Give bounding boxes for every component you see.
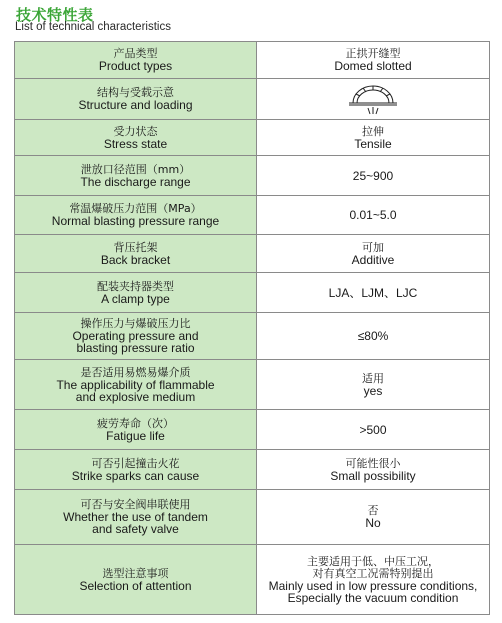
label-en: Strike sparks can cause bbox=[71, 468, 200, 483]
value-en: ≤80% bbox=[357, 329, 389, 343]
table-row bbox=[15, 545, 490, 615]
table-title-chinese: 技术特性表 bbox=[16, 6, 94, 24]
value-zh: 正拱开缝型 bbox=[345, 47, 401, 60]
label-cell bbox=[15, 79, 257, 120]
label-cell bbox=[15, 156, 257, 196]
value-cell bbox=[257, 410, 490, 450]
value-en: No bbox=[365, 516, 381, 530]
label-cell bbox=[15, 410, 257, 450]
value-en: Tensile bbox=[354, 136, 392, 151]
label-cell bbox=[15, 490, 257, 545]
label-en: The discharge range bbox=[80, 174, 191, 189]
label-zh: 疲劳寿命（次） bbox=[97, 416, 174, 430]
label-zh: 配装夹持器类型 bbox=[97, 279, 174, 293]
value-en: yes bbox=[363, 383, 383, 398]
value-en: 0.01~5.0 bbox=[349, 208, 397, 222]
value-cell bbox=[257, 545, 490, 615]
value-cell bbox=[257, 79, 490, 120]
value-cell bbox=[257, 235, 490, 273]
table-row bbox=[15, 450, 490, 490]
label-en: Structure and loading bbox=[78, 98, 193, 112]
technical-characteristics-table bbox=[14, 41, 490, 615]
label-zh: 受力状态 bbox=[113, 124, 158, 138]
label-en: Fatigue life bbox=[106, 428, 165, 443]
value-zh: 可加 bbox=[362, 240, 384, 254]
value-en: 25~900 bbox=[352, 168, 394, 183]
label-cell bbox=[15, 42, 257, 79]
label-en: Whether the use of tandem bbox=[63, 510, 208, 524]
value-en: Mainly used in low pressure conditions, bbox=[268, 578, 478, 593]
table-row bbox=[15, 120, 490, 156]
label-en-line2: blasting pressure ratio bbox=[76, 341, 195, 355]
value-cell bbox=[257, 450, 490, 490]
table-row bbox=[15, 235, 490, 273]
value-zh: 可能性很小 bbox=[345, 456, 401, 470]
label-en-line2: and safety valve bbox=[92, 522, 179, 536]
label-cell bbox=[15, 450, 257, 490]
value-en: Additive bbox=[351, 252, 395, 267]
domed-slotted-structure-diagram-icon bbox=[345, 82, 401, 116]
table-row bbox=[15, 42, 490, 79]
label-cell bbox=[15, 196, 257, 235]
value-cell bbox=[257, 313, 490, 360]
label-cell bbox=[15, 313, 257, 360]
label-en: Selection of attention bbox=[79, 578, 192, 593]
label-en: Product types bbox=[98, 59, 173, 73]
label-zh: 结构与受载示意 bbox=[97, 86, 174, 99]
label-en: Operating pressure and bbox=[72, 329, 199, 343]
label-zh: 产品类型 bbox=[113, 47, 158, 60]
label-zh: 可否引起撞击火花 bbox=[91, 456, 180, 470]
label-cell bbox=[15, 545, 257, 615]
label-zh: 常温爆破压力范围（MPa） bbox=[69, 202, 202, 215]
table-row bbox=[15, 490, 490, 545]
label-zh: 是否适用易燃易爆介质 bbox=[80, 365, 191, 379]
value-cell bbox=[257, 273, 490, 313]
value-cell bbox=[257, 490, 490, 545]
label-zh: 操作压力与爆破压力比 bbox=[80, 317, 191, 330]
table-row bbox=[15, 196, 490, 235]
label-zh: 泄放口径范围（mm） bbox=[80, 162, 191, 176]
value-en: Small possibility bbox=[330, 468, 416, 483]
table-row bbox=[15, 410, 490, 450]
value-en: LJA、LJM、LJC bbox=[328, 285, 418, 300]
value-cell bbox=[257, 360, 490, 410]
label-zh: 选型注意事项 bbox=[102, 566, 169, 580]
value-en-line2: Especially the vacuum condition bbox=[287, 590, 459, 605]
label-en: The applicability of flammable bbox=[56, 377, 215, 392]
value-zh: 否 bbox=[367, 504, 379, 517]
label-zh: 可否与安全阀串联使用 bbox=[80, 498, 191, 511]
label-cell bbox=[15, 235, 257, 273]
table-row bbox=[15, 79, 490, 120]
value-en: Domed slotted bbox=[334, 59, 412, 73]
value-zh: 主要适用于低、中压工况， bbox=[307, 554, 439, 568]
label-en: Back bracket bbox=[100, 252, 171, 267]
label-cell bbox=[15, 273, 257, 313]
label-en: A clamp type bbox=[101, 291, 170, 306]
value-cell bbox=[257, 196, 490, 235]
table-row bbox=[15, 313, 490, 360]
value-zh-line2: 对有真空工况需特别提出 bbox=[312, 566, 434, 580]
value-cell bbox=[257, 156, 490, 196]
value-cell bbox=[257, 120, 490, 156]
label-en: Stress state bbox=[103, 136, 168, 151]
label-cell bbox=[15, 120, 257, 156]
label-en-line2: and explosive medium bbox=[75, 389, 196, 404]
table-row bbox=[15, 360, 490, 410]
table-row bbox=[15, 156, 490, 196]
table-title-english: List of technical characteristics bbox=[15, 21, 171, 33]
table-row bbox=[15, 273, 490, 313]
label-en: Normal blasting pressure range bbox=[51, 214, 220, 228]
value-zh: 拉伸 bbox=[362, 124, 384, 138]
value-cell bbox=[257, 42, 490, 79]
label-cell bbox=[15, 360, 257, 410]
label-zh: 背压托架 bbox=[113, 240, 158, 254]
value-en: >500 bbox=[359, 422, 387, 437]
value-zh: 适用 bbox=[362, 371, 384, 385]
